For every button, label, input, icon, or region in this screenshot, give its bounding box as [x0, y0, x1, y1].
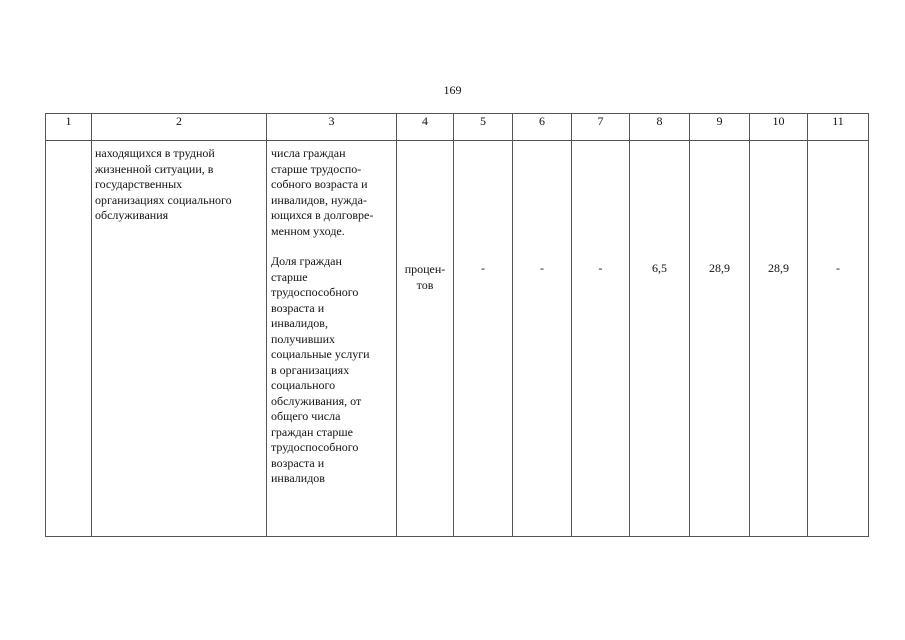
unit-text	[397, 261, 453, 293]
cell-unit	[397, 141, 454, 537]
header-cell: 10	[750, 114, 808, 141]
text-line: возраста и	[271, 455, 325, 470]
text-line: получивших	[271, 331, 336, 346]
text-line: возраста и	[271, 300, 325, 315]
cell-col9	[690, 141, 750, 537]
col3-text-block1	[267, 141, 396, 239]
cell-col3	[267, 141, 397, 537]
text-line: старше	[271, 269, 308, 284]
cell-col6	[513, 141, 572, 537]
text-line: трудоспособного	[271, 440, 359, 454]
data-table	[45, 113, 869, 537]
table-header-row	[46, 114, 869, 141]
text-line: числа граждан	[271, 146, 346, 160]
cell-col7	[572, 141, 630, 537]
header-cell: 8	[630, 114, 690, 141]
header-cell: 4	[397, 114, 454, 141]
text-line: инвалидов	[271, 471, 325, 485]
page-number: 169	[443, 83, 462, 97]
text-line: социального	[271, 378, 336, 392]
text-line: собного возраста и	[271, 177, 368, 191]
cell-col5	[454, 141, 513, 537]
cell-col11	[808, 141, 869, 537]
header-cell: 2	[92, 114, 267, 141]
text-line: тов	[416, 278, 434, 292]
value-col10: 28,9	[768, 261, 789, 275]
col3-text-block2	[267, 239, 396, 487]
text-line: трудоспособного	[271, 285, 359, 299]
value-col9: 28,9	[709, 261, 730, 275]
cell-col1	[46, 141, 92, 537]
value-col6: -	[540, 261, 544, 275]
text-line: менном уходе.	[271, 223, 345, 238]
cell-col10	[750, 141, 808, 537]
value-col11: -	[836, 261, 840, 275]
text-line: общего числа	[271, 409, 341, 423]
text-line: в организациях	[271, 362, 350, 377]
header-cell: 9	[690, 114, 750, 141]
header-cell: 3	[267, 114, 397, 141]
text-line: ющихся в долговре-	[271, 208, 374, 222]
text-line: жизненной ситуации, в	[95, 161, 214, 176]
text-line: инвалидов,	[271, 316, 328, 330]
header-cell: 1	[46, 114, 92, 141]
text-line: инвалидов, нужда-	[271, 192, 367, 207]
text-line: обслуживания	[95, 208, 169, 222]
text-line: социальные услуги	[271, 347, 370, 361]
text-line: процен-	[404, 262, 446, 276]
text-line: организациях социального	[95, 192, 232, 207]
col2-text	[92, 141, 266, 224]
cell-col8	[630, 141, 690, 537]
value-col5: -	[481, 261, 485, 275]
value-col7: -	[598, 261, 603, 275]
header-cell: 6	[513, 114, 572, 141]
header-cell: 11	[808, 114, 869, 141]
text-line: находящихся в трудной	[95, 146, 215, 160]
header-cell: 7	[572, 114, 630, 141]
header-cell: 5	[454, 114, 513, 141]
value-col8: 6,5	[652, 261, 667, 275]
text-line: граждан старше	[271, 424, 354, 439]
text-line: Доля граждан	[271, 254, 342, 268]
cell-col2	[92, 141, 267, 537]
table-row	[46, 141, 869, 537]
text-line: государственных	[95, 177, 183, 191]
text-line: обслуживания, от	[271, 393, 362, 408]
text-line: старше трудоспо-	[271, 161, 362, 176]
